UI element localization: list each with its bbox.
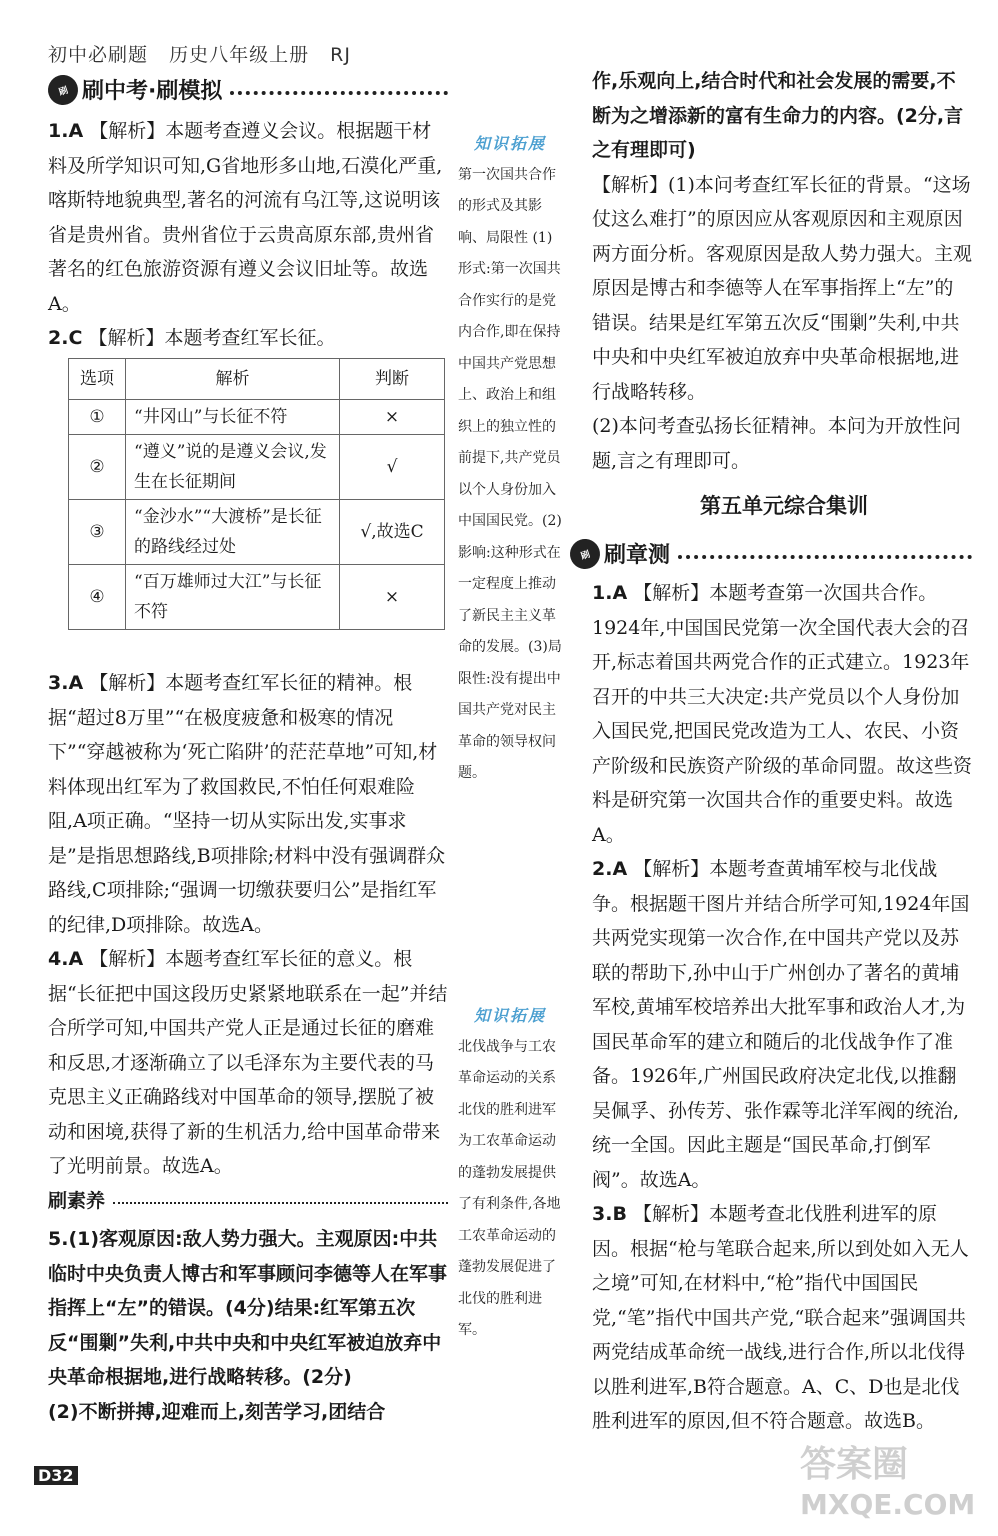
brush-icon: 刷	[44, 71, 82, 109]
watermark-url: MXQE.COM	[800, 1488, 976, 1521]
knowledge-sidebar-1	[458, 128, 562, 790]
section-exam-label: 刷中考·刷模拟	[82, 79, 223, 104]
section-literacy-label: 刷素养	[48, 1190, 106, 1212]
sidebar-title: 知识拓展	[473, 1006, 546, 1025]
question-5-analysis-2: (2)本问考查弘扬长征精神。本问为开放性问题,言之有理即可。	[592, 415, 961, 472]
page-number: D32	[34, 1466, 78, 1485]
table-header-row	[69, 359, 445, 400]
sidebar-text: 第一次国共合作的形式及其影响、局限性 (1)形式:第一次国共合作实行的是党内合作,即在保持中国共产党思想上、政治上和组织上的独立性的前提下,共产党员以个人身份加入中国国民党。(2)影响:这种形式在一定程度上推动了新民主主义革命的发展。(3)局限性:没有提出中国共产党对民主革命的领导权问题。	[458, 166, 562, 781]
table-row: ④ “百万雄师过大江”与长征不符 ×	[69, 565, 445, 630]
running-header	[48, 40, 365, 67]
left-column-q5	[48, 1222, 448, 1429]
dotted-divider	[113, 1202, 448, 1204]
chapter-question-1: 1.A 【解析】本题考查第一次国共合作。1924年,中国国民党第一次全国代表大会的召开,标志着国共两党合作的正式建立。1923年召开的中共三大决定:共产党员以个人身份加入国民党,把国民党改造为工人、农民、小资产阶级和民族资产阶级的革命同盟。故这些资料是研究第一次国共合作的重要史料。故选A。	[592, 582, 973, 846]
unit-title: 第五单元综合集训	[700, 494, 868, 518]
right-column-bottom	[592, 576, 972, 1439]
section-chapter-label: 刷章测	[604, 543, 671, 568]
section-literacy-heading	[48, 1186, 448, 1213]
table-row: ② “遵义”说的是遵义会议,发生在长征期间 √	[69, 435, 445, 500]
question-4: 4.A 【解析】本题考查红军长征的意义。根据“长征把中国这段历史紧紧地联系在一起”并结合所学可知,中国共产党人正是通过长征的磨难和反思,才逐渐确立了以毛泽东为主要代表的马克思主义正确路线对中国革命的领导,摆脱了被动和困境,获得了新的生机活力,给中国革命带来了光明前景。故选A。	[48, 948, 448, 1177]
knowledge-sidebar-2	[458, 1000, 562, 1347]
table-header-option: 选项	[69, 359, 126, 400]
sidebar-text: 北伐战争与工农革命运动的关系 北伐的胜利进军为工农革命运动的蓬勃发展提供了有利条件,各地工农革命运动的蓬勃发展促进了北伐的胜利进军。	[458, 1038, 561, 1338]
dotted-divider	[230, 91, 448, 95]
section-exam-heading	[48, 74, 448, 105]
question-5: 5.(1)客观原因:敌人势力强大。主观原因:中共临时中央负责人博古和军事顾问李德等人在军事指挥上“左”的错误。(4分)结果:红军第五次反“围剿”失利,中共中央和中央红军被迫放弃中央革命根据地,进行战略转移。(2分)	[48, 1228, 448, 1388]
subject-title: 历史八年级上册	[169, 44, 310, 66]
watermark-logo: 答案圈	[800, 1444, 909, 1485]
left-column-bottom	[48, 666, 448, 1184]
question-5-analysis: 【解析】(1)本问考查红军长征的背景。“这场仗这么难打”的原因应从客观原因和主观原因两方面分析。客观原因是敌人势力强大。主观原因是博古和李德等人在军事指挥上“左”的错误。结果是红军第五次反“围剿”失利,中共中央和中央红军被迫放弃中央革命根据地,进行战略转移。	[592, 173, 973, 403]
analysis-table	[68, 358, 445, 630]
table-row: ③ “金沙水”“大渡桥”是长征的路线经过处 √,故选C	[69, 500, 445, 565]
table-row: ① “井冈山”与长征不符 ×	[69, 400, 445, 435]
chapter-question-2: 2.A 【解析】本题考查黄埔军校与北伐战争。根据题干图片并结合所学可知,1924年国共两党实现第一次合作,在中国共产党以及苏联的帮助下,孙中山于广州创办了著名的黄埔军校,黄埔军校培养出大批军事和政治人才,为国民革命军的建立和随后的北伐战争作了准备。1926年,广州国民政府决定北伐,以推翻吴佩孚、孙传芳、张作霖等北洋军阀的统治,统一全国。因此主题是“国民革命,打倒军阀”。故选A。	[592, 858, 970, 1191]
book-title: 初中必刷题	[48, 44, 149, 66]
dotted-divider	[678, 555, 972, 559]
sidebar-title: 知识拓展	[473, 134, 546, 153]
chapter-question-3: 3.B 【解析】本题考查北伐胜利进军的原因。根据“枪与笔联合起来,所以到处如入无人之境”可知,在材料中,“枪”指代中国国民党,“笔”指代中国共产党,“联合起来”强调国共两党结成革命统一战线,进行合作,所以北伐得以胜利进军,B符合题意。A、C、D也是北伐胜利进军的原因,但不符合题意。故选B。	[592, 1203, 969, 1432]
question-5-part2: (2)不断拼搏,迎难而上,刻苦学习,团结合	[48, 1400, 386, 1423]
question-2: 2.C 【解析】本题考查红军长征。	[48, 327, 336, 349]
right-column-top	[592, 64, 972, 478]
brush-icon: 刷	[566, 535, 604, 573]
question-3: 3.A 【解析】本题考查红军长征的精神。根据“超过8万里”“在极度疲惫和极寒的情况下”“穿越被称为‘死亡陷阱’的茫茫草地”可知,材料体现出红军为了救国救民,不怕任何艰难险阻,A项正确。“坚持一切从实际出发,实事求是”是指思想路线,B项排除;材料中没有强调群众路线,C项排除;“强调一切缴获要归公”是指红军的纪律,D项排除。故选A。	[48, 672, 446, 936]
left-column-top	[48, 114, 448, 356]
question-5-continued: 作,乐观向上,结合时代和社会发展的需要,不断为之增添新的富有生命力的内容。(2分,言之有理即可)	[592, 70, 964, 161]
edition-code: RJ	[330, 44, 351, 66]
table-header-analysis: 解析	[126, 359, 340, 400]
table-header-judge: 判断	[340, 359, 445, 400]
question-1: 1.A 【解析】本题考查遵义会议。根据题干材料及所学知识可知,G省地形多山地,石漠化严重,喀斯特地貌典型,著名的河流有乌江等,这说明该省是贵州省。贵州省位于云贵高原东部,贵州省著名的红色旅游资源有遵义会议旧址等。故选A。	[48, 120, 443, 315]
section-chapter-heading	[570, 538, 972, 569]
